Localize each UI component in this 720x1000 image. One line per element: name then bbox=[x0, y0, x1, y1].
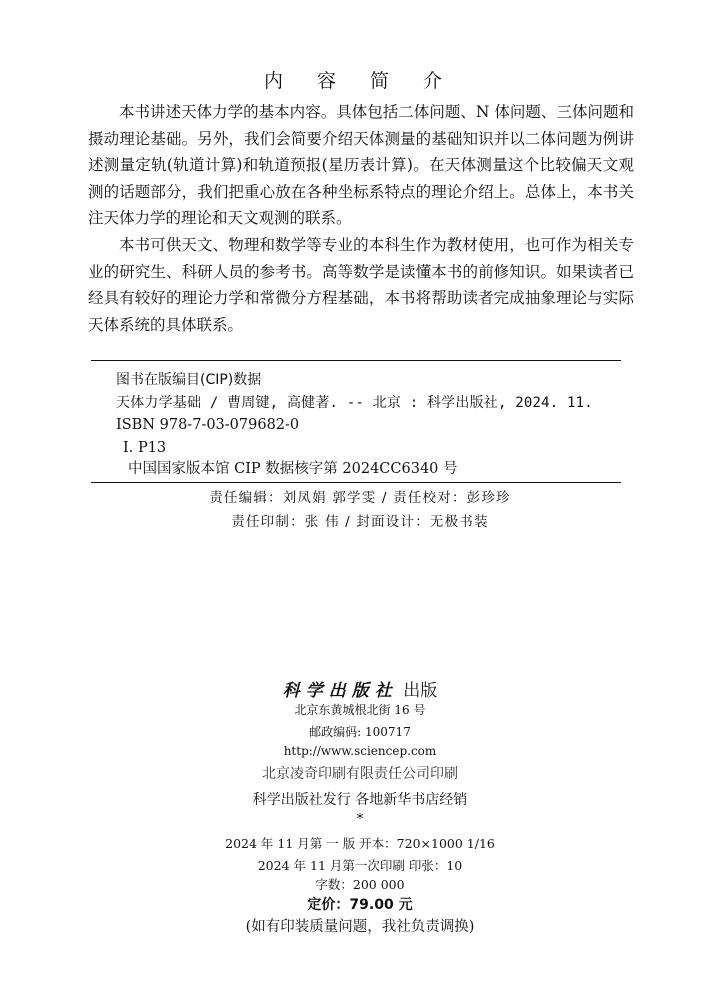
separator-star: * bbox=[356, 812, 364, 827]
edition-info: 2024 年 11 月第 一 版 开本：720×1000 1/16 bbox=[225, 836, 495, 851]
price: 定价：79.00 元 bbox=[307, 897, 413, 913]
page-title: 内 容 简 介 bbox=[263, 70, 457, 92]
printer-name: 北京凌奇印刷有限责任公司印刷 bbox=[262, 766, 458, 782]
cip-isbn: ISBN 978-7-03-079682-0 bbox=[116, 417, 300, 433]
publisher-logo: 科学出版社 bbox=[282, 681, 398, 701]
cip-bottom-divider bbox=[91, 482, 621, 483]
publisher-website: http://www.sciencep.com bbox=[283, 744, 437, 758]
publisher-line bbox=[0, 676, 720, 701]
publisher-suffix: 出版 bbox=[403, 681, 438, 701]
word-count: 字数：200 000 bbox=[315, 877, 405, 892]
intro-paragraph-1 bbox=[88, 99, 634, 232]
cip-record-number: 中国国家版本馆 CIP 数据核字第 2024CC6340 号 bbox=[128, 461, 458, 477]
production-credits: 责任印制：张 伟 / 封面设计：无极书装 bbox=[231, 514, 489, 530]
quality-note: (如有印装质量问题，我社负责调换) bbox=[245, 919, 475, 935]
publisher-address: 北京东黄城根北街 16 号 bbox=[294, 703, 426, 717]
intro-text-2: 本书可供天文、物理和数学等专业的本科生作为教材使用，也可作为相关专业的研究生、科研人员的参考书。高等数学是读懂本书的前修知识。如果读者已经具有较好的理论力学和常微分方程基础，本书将帮助读者完成抽象理论与实际天体系统的具体联系。 bbox=[88, 236, 634, 334]
intro-text-1: 本书讲述天体力学的基本内容。具体包括二体问题、N 体问题、三体问题和摄动理论基础。另外，我们会简要介绍天体测量的基础知识并以二体问题为例讲述测量定轨(轨道计算)和轨道预报(星历表计算)。在天体测量这个比较偏天文观测的话题部分，我们把重心放在各种坐标系特点的理论介绍上。总体上，本书关注天体力学的理论和天文观测的联系。 bbox=[88, 103, 634, 227]
editor-credits: 责任编辑：刘凤娟 郭学雯 / 责任校对：彭珍珍 bbox=[209, 490, 511, 506]
distribution-info: 科学出版社发行 各地新华书店经销 bbox=[252, 792, 468, 808]
cip-title-line: 天体力学基础 / 曹周键, 高健著. -- 北京 : 科学出版社, 2024. 11. bbox=[116, 395, 593, 411]
printing-info: 2024 年 11 月第一次印刷 印张：10 bbox=[257, 858, 463, 873]
cip-top-divider bbox=[91, 360, 621, 361]
cip-classification: Ⅰ. P13 bbox=[123, 440, 167, 456]
intro-paragraph-2 bbox=[88, 232, 634, 338]
postal-code: 邮政编码: 100717 bbox=[309, 725, 411, 739]
cip-heading: 图书在版编目(CIP)数据 bbox=[116, 372, 262, 388]
